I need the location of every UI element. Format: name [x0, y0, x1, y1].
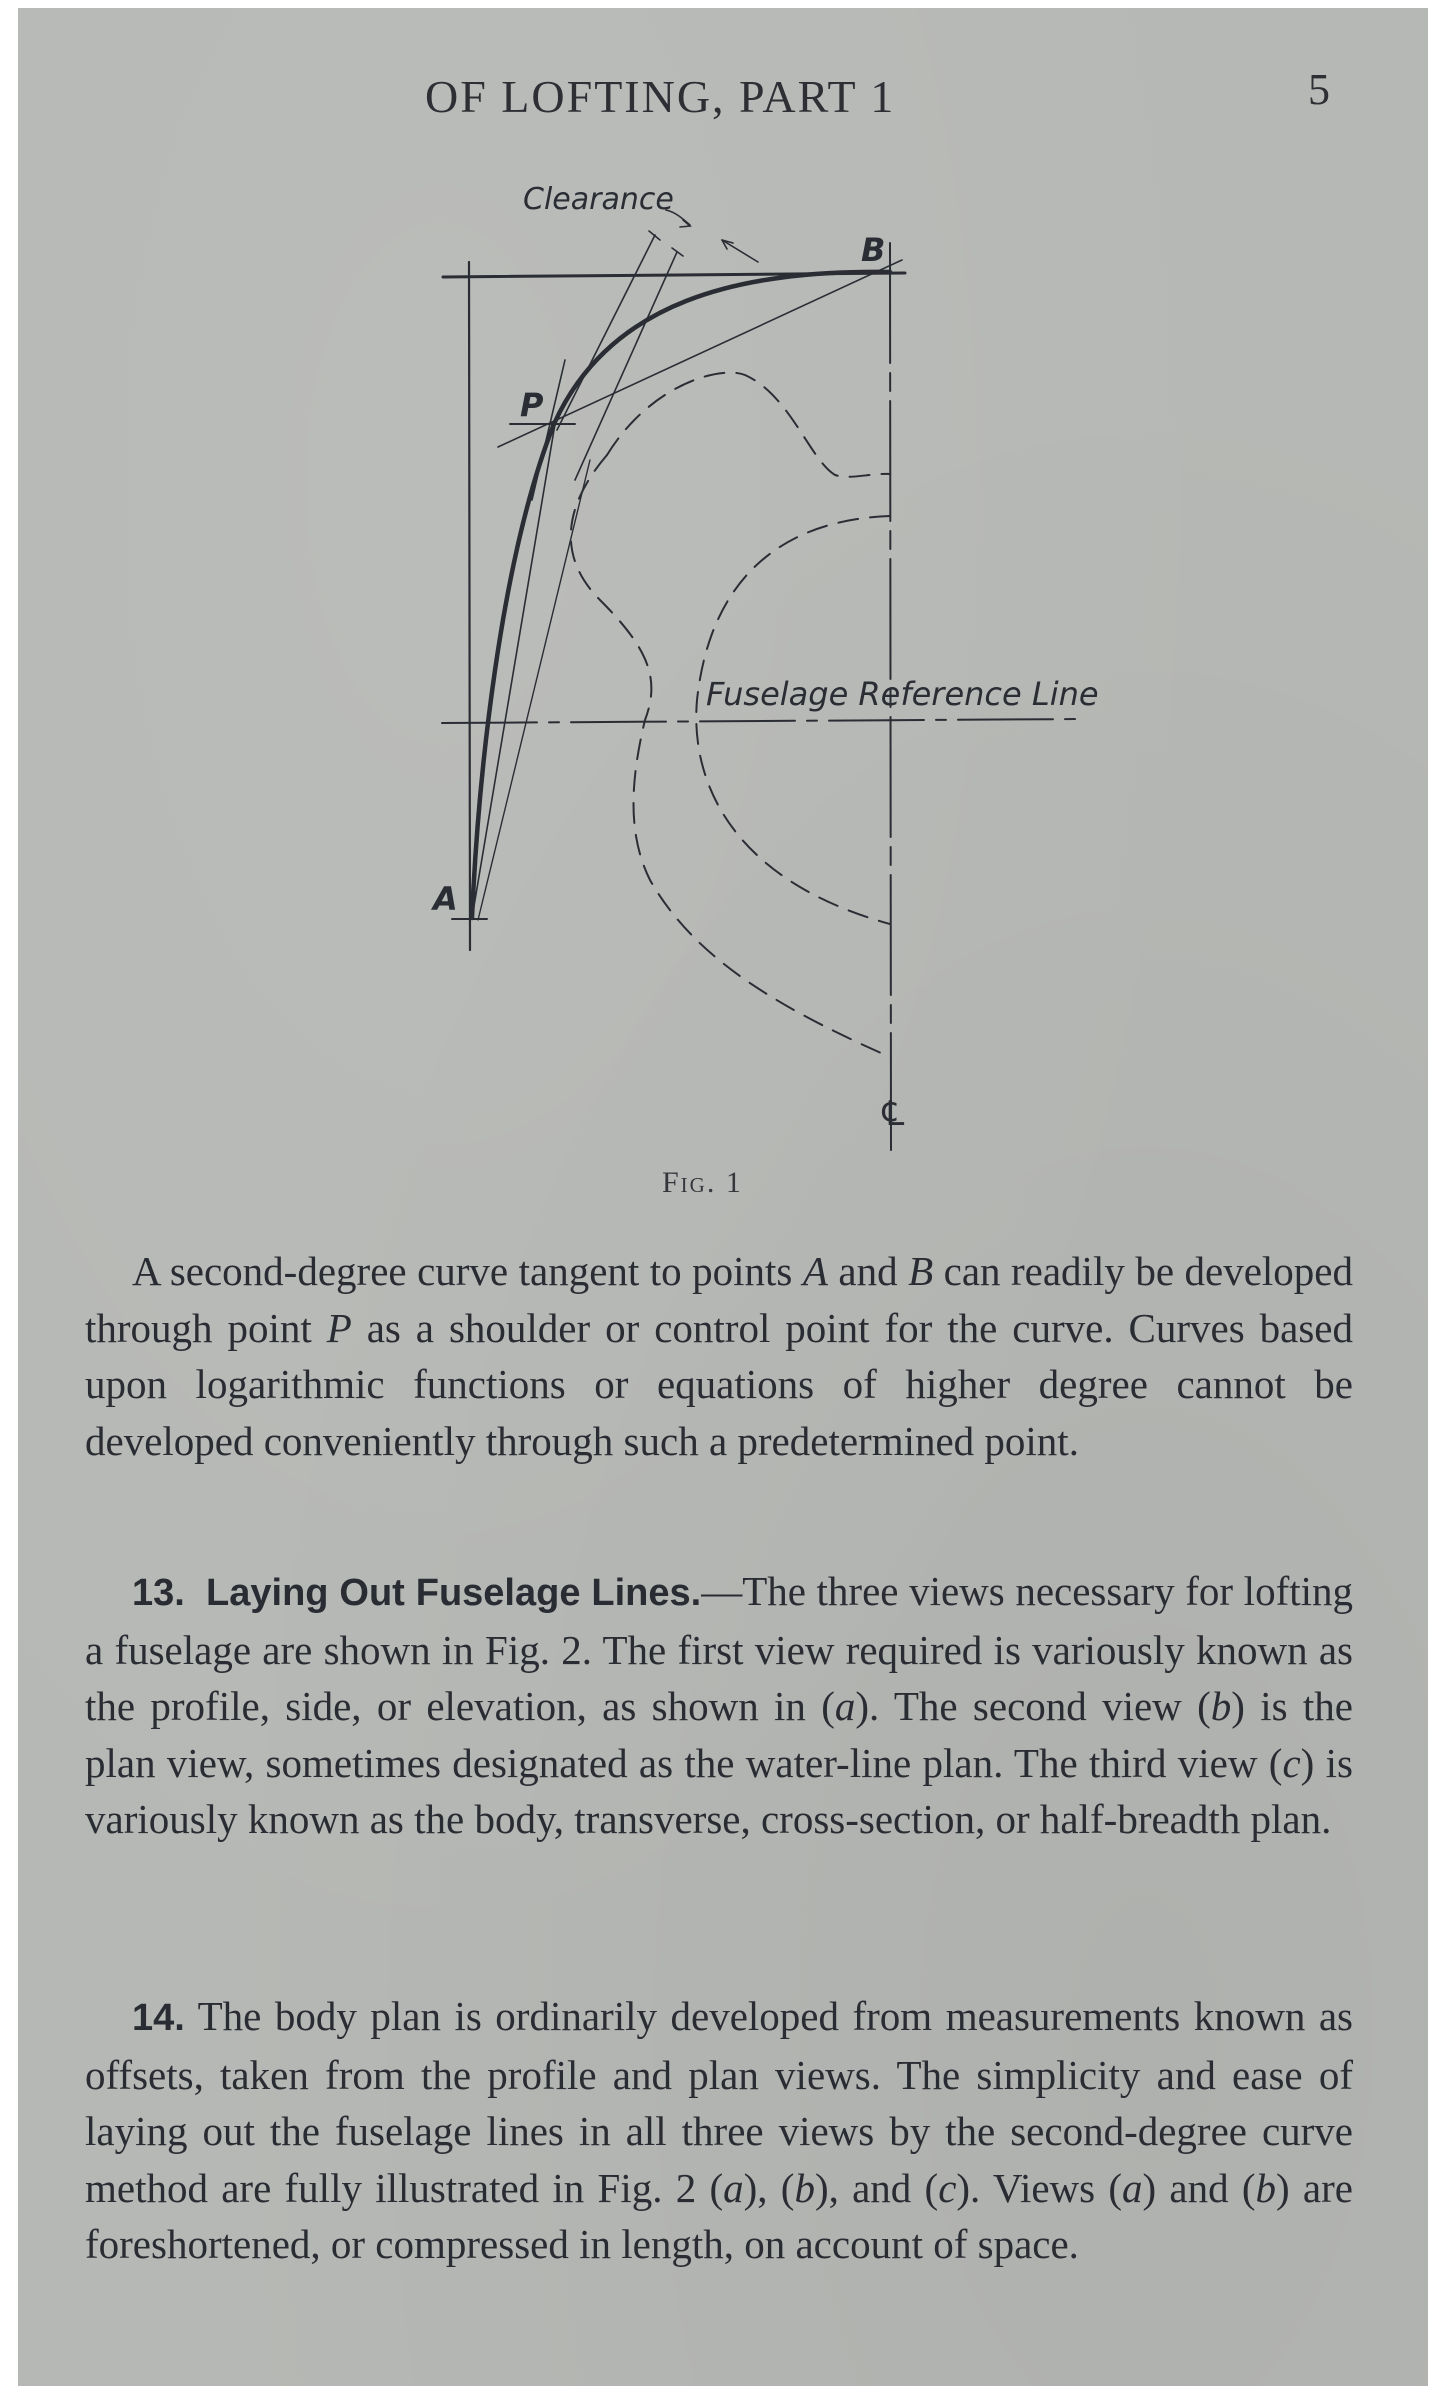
upper-section-curve	[607, 373, 890, 477]
paragraph-section-13	[85, 1563, 1353, 1848]
label-point-p: P	[520, 386, 544, 424]
paragraph-intro	[85, 1243, 1353, 1469]
label-point-a: A	[433, 880, 458, 918]
paragraph-text: The body plan is ordinarily developed from measurements known as offsets, taken from the profile and plan views. The simplicity and ease of laying out the fuselage lines in all three views by the second-degree curve method are fully illustrated in Fig. 2 (a), (b), and (c). Views (a) and (b) are foreshortened, or compressed in length, on account of space.	[85, 1993, 1353, 2267]
paragraph-text: —The three views necessary for lofting a fuselage are shown in Fig. 2. The first view required is variously known as the profile, side, or elevation, as shown in (a). The second view (b) is the plan view, sometimes designated as the water-line plan. The third view (c) is variously known as the body, transverse, cross-section, or half-breadth plan.	[85, 1568, 1354, 1842]
reference-line-label: Fuselage Reference Line	[706, 675, 1099, 713]
chord-a-p-outer	[478, 460, 590, 920]
section-number: 13.	[132, 1572, 185, 1614]
label-point-b: B	[861, 231, 886, 269]
left-tangent-line	[469, 262, 470, 950]
clearance-arrow-2	[722, 240, 758, 262]
paragraph-section-14	[85, 1988, 1353, 2273]
second-degree-curve	[472, 272, 890, 918]
running-head: OF LOFTING, PART 1	[425, 71, 896, 122]
chord-a-p	[472, 424, 555, 918]
clearance-label: Clearance	[523, 182, 674, 217]
centerline-symbol: ℄	[878, 1094, 909, 1134]
outer-section-curve	[571, 455, 890, 1057]
fuselage-reference-line	[442, 719, 1085, 723]
paragraph-text: A second-degree curve tangent to points A and B can readily be developed through point P as a shoulder or control point for the curve. Curves based upon logarithmic functions or equations of higher degree cannot be developed conveniently through such a predetermined point.	[85, 1248, 1353, 1464]
section-number: 14.	[132, 1997, 185, 2039]
section-heading: Laying Out Fuselage Lines.	[206, 1572, 702, 1614]
figure-caption: Fig. 1	[662, 1166, 743, 1199]
page-number: 5	[1308, 65, 1330, 114]
